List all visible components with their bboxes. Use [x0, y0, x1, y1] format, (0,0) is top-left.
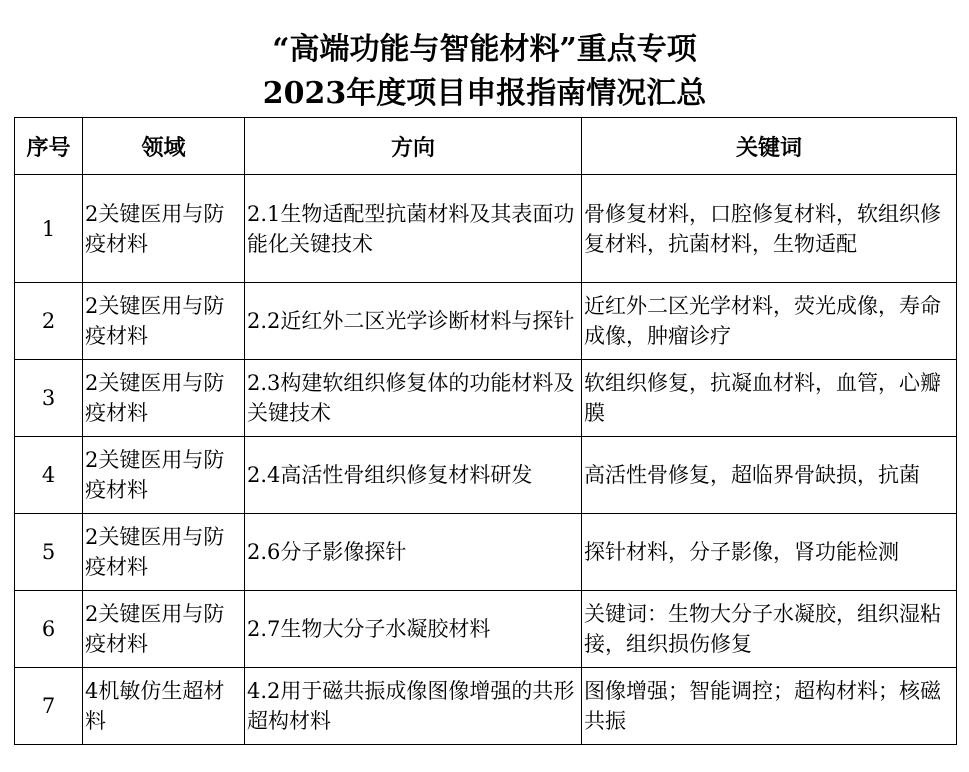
row-direction: 2.7生物大分子水凝胶材料: [245, 591, 582, 668]
row-keywords: 骨修复材料，口腔修复材料，软组织修复材料，抗菌材料，生物适配: [582, 175, 957, 283]
row-field: 2关键医用与防疫材料: [83, 360, 245, 437]
table-row: [15, 175, 957, 283]
table-row: [15, 437, 957, 514]
table-row: [15, 591, 957, 668]
row-field: 2关键医用与防疫材料: [83, 591, 245, 668]
title-line-2: 2023年度项目申报指南情况汇总: [262, 76, 707, 111]
row-field: 2关键医用与防疫材料: [83, 437, 245, 514]
row-direction: 2.1生物适配型抗菌材料及其表面功能化关键技术: [245, 175, 582, 283]
row-direction: 4.2用于磁共振成像图像增强的共形超构材料: [245, 668, 582, 745]
table-header-row: [15, 118, 957, 175]
row-keywords: 软组织修复，抗凝血材料，血管，心瓣膜: [582, 360, 957, 437]
row-number: 4: [15, 437, 83, 514]
row-number: 6: [15, 591, 83, 668]
header-field: 领域: [83, 118, 245, 175]
title-line-1: “高端功能与智能材料”重点专项: [272, 32, 697, 67]
summary-table: [14, 117, 957, 745]
table-row: [15, 283, 957, 360]
table-row: [15, 668, 957, 745]
row-field: 2关键医用与防疫材料: [83, 283, 245, 360]
row-keywords: 图像增强；智能调控；超构材料；核磁共振: [582, 668, 957, 745]
row-direction: 2.3构建软组织修复体的功能材料及关键技术: [245, 360, 582, 437]
row-number: 2: [15, 283, 83, 360]
row-keywords: 探针材料，分子影像，肾功能检测: [582, 514, 957, 591]
row-keywords: 近红外二区光学材料，荧光成像，寿命成像，肿瘤诊疗: [582, 283, 957, 360]
row-field: 4机敏仿生超材料: [83, 668, 245, 745]
row-keywords: 关键词：生物大分子水凝胶，组织湿粘接，组织损伤修复: [582, 591, 957, 668]
row-direction: 2.4高活性骨组织修复材料研发: [245, 437, 582, 514]
header-keywords: 关键词: [582, 118, 957, 175]
header-direction: 方向: [245, 118, 582, 175]
row-keywords: 高活性骨修复，超临界骨缺损，抗菌: [582, 437, 957, 514]
row-field: 2关键医用与防疫材料: [83, 175, 245, 283]
row-number: 1: [15, 175, 83, 283]
row-field: 2关键医用与防疫材料: [83, 514, 245, 591]
row-number: 7: [15, 668, 83, 745]
row-direction: 2.2近红外二区光学诊断材料与探针: [245, 283, 582, 360]
document-title: [0, 28, 969, 116]
table-row: [15, 514, 957, 591]
header-no: 序号: [15, 118, 83, 175]
row-number: 5: [15, 514, 83, 591]
row-number: 3: [15, 360, 83, 437]
row-direction: 2.6分子影像探针: [245, 514, 582, 591]
table-row: [15, 360, 957, 437]
